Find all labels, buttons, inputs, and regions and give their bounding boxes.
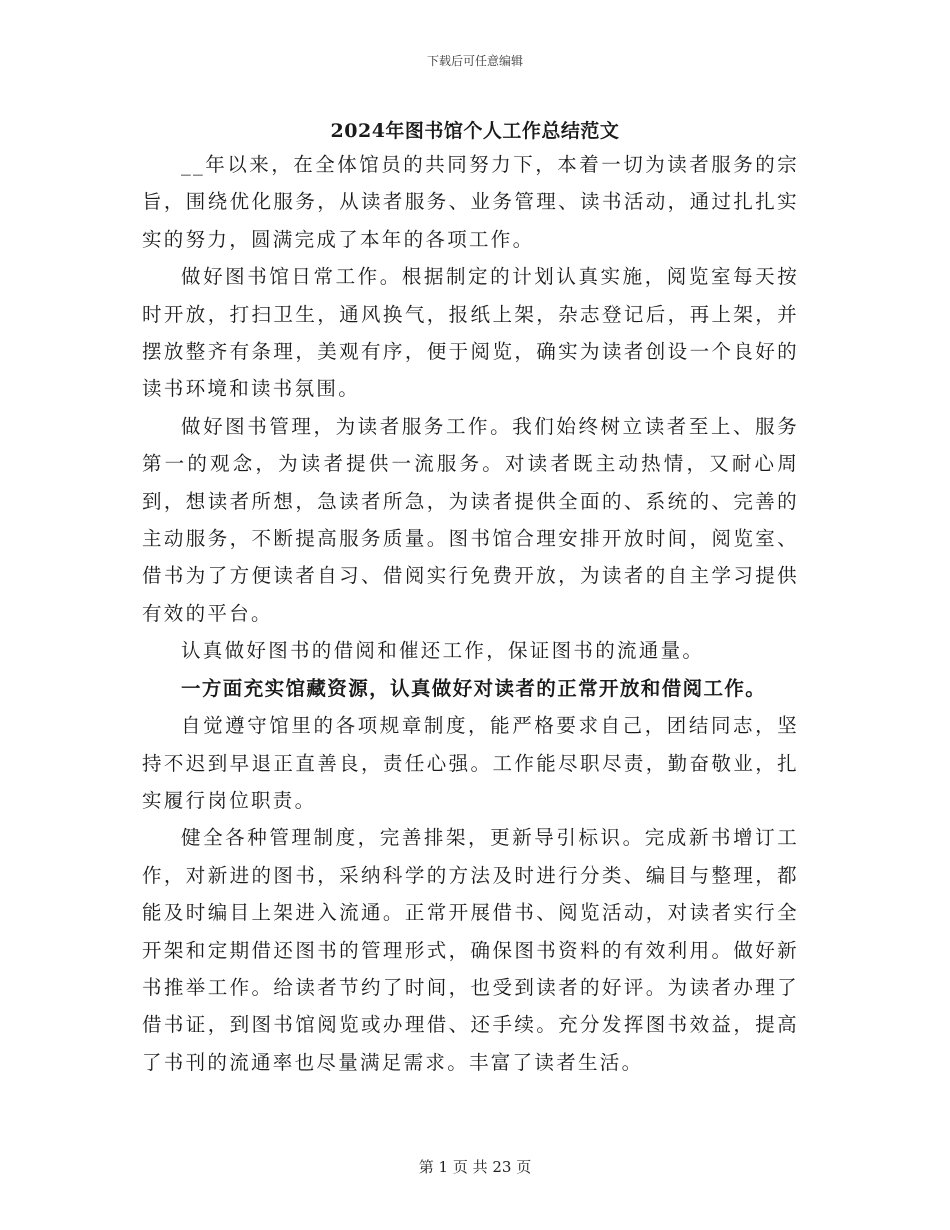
paragraph-book-management: 做好图书管理，为读者服务工作。我们始终树立读者至上、服务第一的观念，为读者提供一流服务。对读者既主动热情，又耐心周到，想读者所想，急读者所急，为读者提供全面的、系统的、完善的主动服务，不断提高服务质量。图书馆合理安排开放时间，阅览室、借书为了方便读者自习、借阅实行免费开放，为读者的自主学习提供有效的平台。 <box>142 414 799 625</box>
header-note: 下载后可任意编辑 <box>426 54 523 68</box>
document-body <box>142 146 799 1081</box>
paragraph-daily-work: 做好图书馆日常工作。根据制定的计划认真实施，阅览室每天按时开放，打扫卫生，通风换气，报纸上架，杂志登记后，再上架，并摆放整齐有条理，美观有序，便于阅览，确实为读者创设一个良好的读书环境和读书氛围。 <box>142 265 799 401</box>
paragraph-discipline: 自觉遵守馆里的各项规章制度，能严格要求自己，团结同志，坚持不迟到早退正直善良，责任心强。工作能尽职尽责，勤奋敬业，扎实履行岗位职责。 <box>142 714 799 812</box>
page-number: 第 1 页 共 23 页 <box>418 1158 532 1176</box>
document-title: 2024年图书馆个人工作总结范文 <box>330 120 620 142</box>
paragraph-collection-bold: 一方面充实馆藏资源，认真做好对读者的正常开放和借阅工作。 <box>181 676 767 700</box>
paragraph-intro: __年以来，在全体馆员的共同努力下，本着一切为读者服务的宗旨，围绕优化服务，从读者服务、业务管理、读书活动，通过扎扎实实的努力，圆满完成了本年的各项工作。 <box>142 153 799 251</box>
paragraph-systems: 健全各种管理制度，完善排架，更新导引标识。完成新书增订工作，对新进的图书，采纳科学的方法及时进行分类、编目与整理，都能及时编目上架进入流通。正常开展借书、阅览活动，对读者实行全开架和定期借还图书的管理形式，确保图书资料的有效利用。做好新书推举工作。给读者节约了时间，也受到读者的好评。为读者办理了借书证，到图书馆阅览或办理借、还手续。充分发挥图书效益，提高了书刊的流通率也尽量满足需求。丰富了读者生活。 <box>142 826 799 1074</box>
paragraph-lending: 认真做好图书的借阅和催还工作，保证图书的流通量。 <box>181 639 705 663</box>
